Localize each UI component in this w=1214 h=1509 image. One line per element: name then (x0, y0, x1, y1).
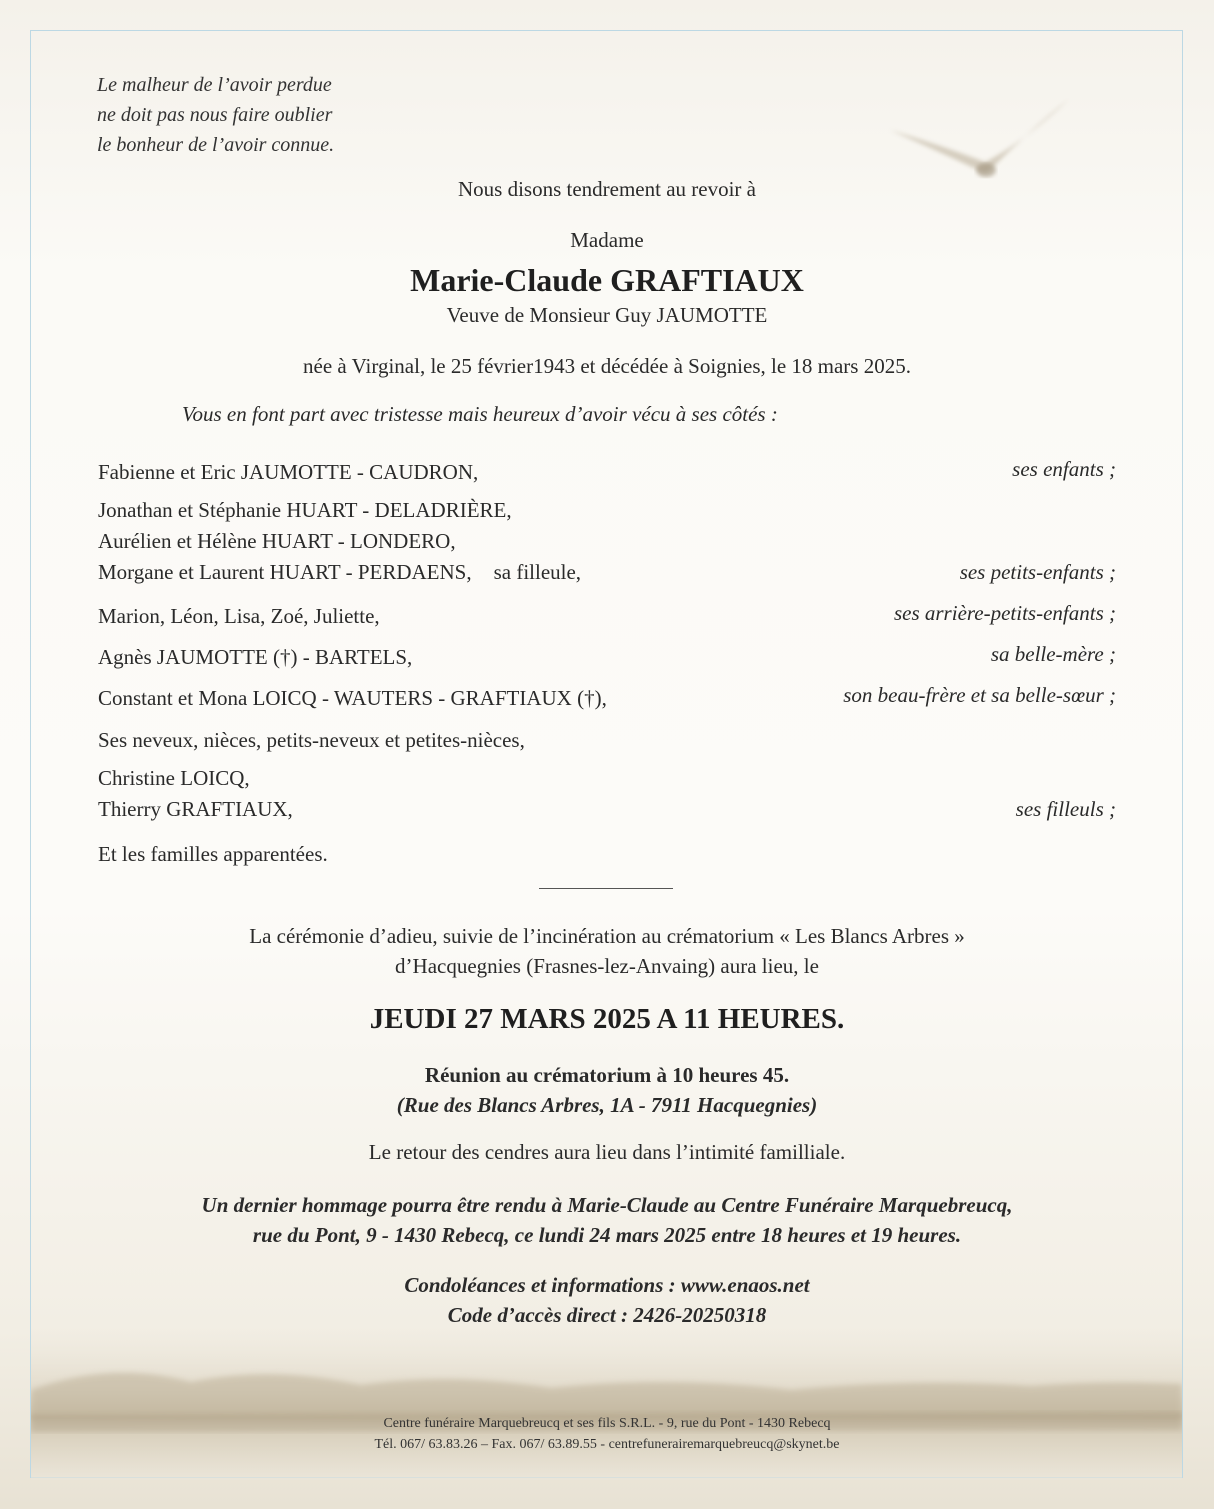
quote-line: Le malheur de l’avoir perdue (97, 74, 332, 96)
ashes-return-text: Le retour des cendres aura lieu dans l’intimité familliale. (368, 1140, 846, 1164)
family-names: Christine LOICQ, (98, 766, 250, 790)
flying-bird-image (880, 90, 1080, 190)
family-names: Ses neveux, nièces, petits-neveux et petites-nièces, (98, 728, 525, 752)
footer (0, 1413, 1214, 1455)
family-names: Aurélien et Hélène HUART - LONDERO, (98, 529, 456, 553)
family-relation: ses petits-enfants ; (959, 560, 1116, 584)
condolences-website: Condoléances et informations : www.enaos.net (404, 1273, 810, 1297)
title-text: Madame (570, 228, 644, 252)
ceremony-line: d’Hacquegnies (Frasnes-lez-Anvaing) aura lieu, le (395, 954, 819, 978)
family-names: Jonathan et Stéphanie HUART - DELADRIÈRE, (98, 498, 512, 522)
announce-text: Vous en font part avec tristesse mais heureux d’avoir vécu à ses côtés : (182, 402, 778, 426)
family-note: sa filleule, (493, 560, 582, 584)
ceremony-line: La cérémonie d’adieu, suivie de l’incinération au crématorium « Les Blancs Arbres » (249, 924, 965, 948)
family-names: Morgane et Laurent HUART - PERDAENS, (98, 560, 472, 584)
family-relation: son beau-frère et sa belle-sœur ; (843, 683, 1116, 707)
family-names: Agnès JAUMOTTE (†) - BARTELS, (98, 645, 413, 669)
family-names: Fabienne et Eric JAUMOTTE - CAUDRON, (98, 460, 479, 484)
ceremony-text (0, 921, 1214, 981)
reunion-time: Réunion au crématorium à 10 heures 45. (424, 1063, 790, 1087)
family-relation: ses arrière-petits-enfants ; (893, 601, 1116, 625)
ceremony-date: JEUDI 27 MARS 2025 A 11 HEURES. (369, 1003, 845, 1035)
family-group-grandchildren (98, 495, 1116, 588)
family-names: Constant et Mona LOICQ - WAUTERS - GRAFTIAUX (†), (98, 686, 607, 710)
family-group-relatives (98, 836, 1116, 867)
family-group-children (98, 454, 1116, 485)
birth-death-dates: née à Virginal, le 25 février1943 et décédée à Soignies, le 18 mars 2025. (303, 354, 911, 378)
family-names: Thierry GRAFTIAUX, (98, 797, 293, 821)
tribute-block (0, 1190, 1214, 1250)
condolences-block (0, 1270, 1214, 1330)
intro-text: Nous disons tendrement au revoir à (457, 177, 756, 201)
landscape-image (31, 1320, 1182, 1480)
family-names: Marion, Léon, Lisa, Zoé, Juliette, (98, 604, 380, 628)
quote-block (97, 70, 334, 160)
deceased-name: Marie-Claude GRAFTIAUX (410, 262, 804, 298)
family-group-great-grandchildren (98, 598, 1116, 629)
footer-contact: Tél. 067/ 63.83.26 – Fax. 067/ 63.89.55 - centrefunerairemarquebreucq@skynet.be (374, 1437, 840, 1452)
widow-text: Veuve de Monsieur Guy JAUMOTTE (446, 303, 768, 327)
tribute-line: Un dernier hommage pourra être rendu à Marie-Claude au Centre Funéraire Marquebreucq, (201, 1193, 1013, 1217)
family-relation: ses enfants ; (1012, 457, 1116, 481)
section-divider (539, 888, 673, 889)
family-relation: sa belle-mère ; (990, 642, 1116, 666)
footer-address: Centre funéraire Marquebreucq et ses fils S.R.L. - 9, rue du Pont - 1430 Rebecq (383, 1416, 831, 1431)
family-names: Et les familles apparentées. (98, 842, 328, 866)
reunion-address: (Rue des Blancs Arbres, 1A - 7911 Hacquegnies) (396, 1093, 818, 1117)
quote-line: le bonheur de l’avoir connue. (97, 134, 335, 156)
tribute-line: rue du Pont, 9 - 1430 Rebecq, ce lundi 24 mars 2025 entre 18 heures et 19 heures. (252, 1223, 962, 1247)
family-group-mother-in-law (98, 639, 1116, 670)
family-relation: ses filleuls ; (1015, 797, 1116, 821)
access-code: Code d’accès direct : 2426-20250318 (447, 1303, 767, 1327)
quote-line: ne doit pas nous faire oublier (97, 104, 333, 126)
family-group-in-laws (98, 680, 1116, 711)
family-group-nephews (98, 722, 1116, 753)
family-group-godchildren (98, 763, 1116, 825)
reunion-block (0, 1060, 1214, 1120)
